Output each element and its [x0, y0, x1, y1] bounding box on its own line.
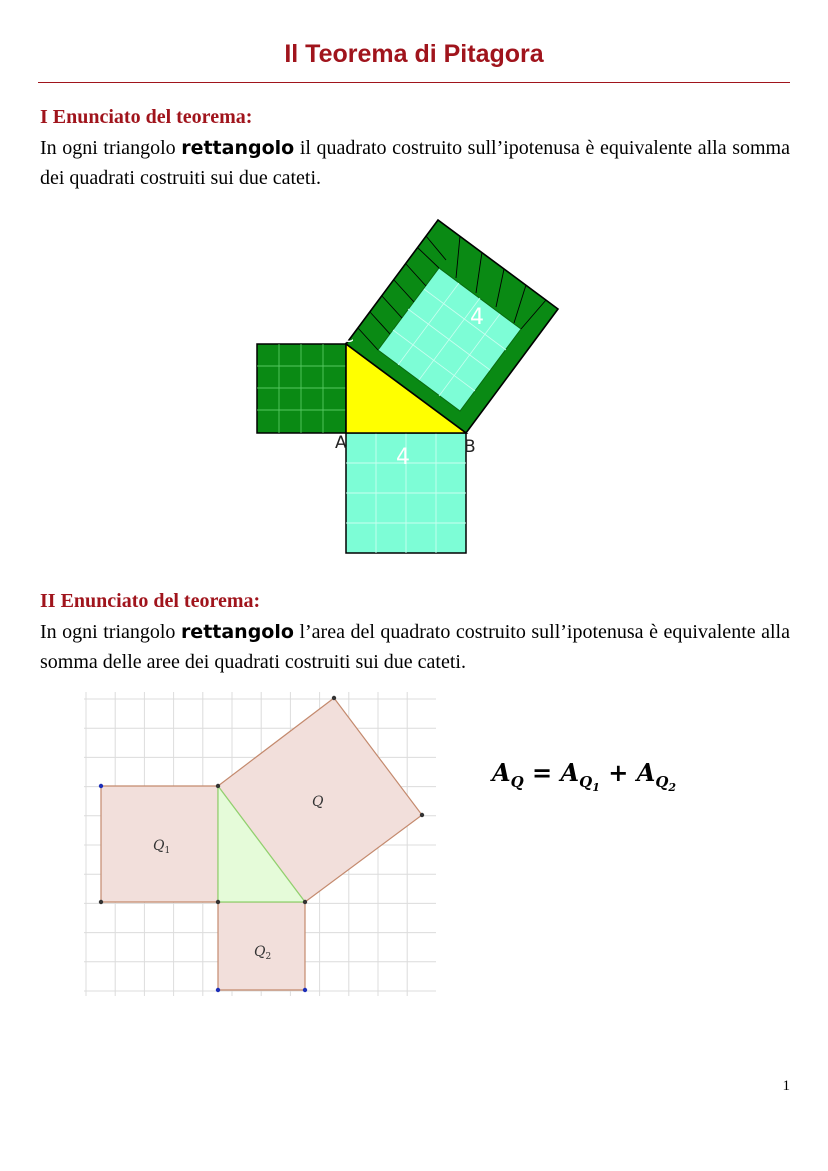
formula-term2-subsub: 2	[668, 780, 677, 794]
section2-paragraph	[40, 617, 790, 677]
label-q1-subscript: 1	[164, 846, 171, 856]
formula-term1: A	[560, 758, 580, 787]
hypotenuse-square-label: 4	[470, 305, 484, 330]
section1-paragraph	[40, 133, 790, 193]
pythagoras-tiles-figure	[250, 212, 570, 562]
left-cathetus-square	[257, 344, 346, 433]
vertex-label-c: C	[342, 327, 354, 347]
vertex-label-b: B	[464, 437, 476, 457]
section1-text-before: In ogni triangolo	[40, 137, 182, 159]
formula-term2: A	[636, 758, 656, 787]
formula-term1-subscript	[579, 772, 600, 794]
formula-equals: =	[523, 758, 561, 787]
title-divider	[38, 82, 790, 83]
section1-text-after: il quadrato costruito sull’ipotenusa è equivalente alla somma dei quadrati costruiti sui due cateti.	[40, 137, 790, 189]
label-q2-text: Q	[254, 944, 266, 960]
page-title: Il Teorema di Pitagora	[284, 40, 544, 68]
section1-text-bold: rettangolo	[181, 137, 295, 159]
formula-term1-subsub: 1	[592, 780, 600, 794]
label-q	[312, 794, 324, 810]
section2-heading: II Enunciato del teorema:	[40, 590, 261, 612]
formula-lhs: A	[492, 758, 511, 787]
area-formula	[492, 758, 676, 794]
pythagoras-grid-figure	[80, 692, 440, 1002]
formula-term1-sub: Q	[579, 772, 593, 791]
bottom-square-label: 4	[396, 445, 410, 470]
formula-plus: +	[599, 758, 637, 787]
formula-term2-sub: Q	[655, 772, 669, 791]
formula-term2-subscript	[655, 772, 677, 794]
section2-text-after: l’area del quadrato costruito sull’ipotenusa è equivalente alla somma delle aree dei quadrati costruiti sui due cateti.	[40, 621, 790, 673]
label-q2-subscript: 2	[265, 952, 272, 962]
page-number: 1	[782, 1078, 790, 1094]
label-q-text: Q	[312, 794, 324, 810]
vertex-label-a: A	[335, 433, 347, 453]
label-q1-text: Q	[153, 838, 165, 854]
section2-text-before: In ogni triangolo	[40, 621, 181, 643]
section2-text-bold: rettangolo	[180, 621, 294, 643]
formula-lhs-sub: Q	[510, 772, 524, 791]
section1-heading: I Enunciato del teorema:	[40, 106, 253, 128]
